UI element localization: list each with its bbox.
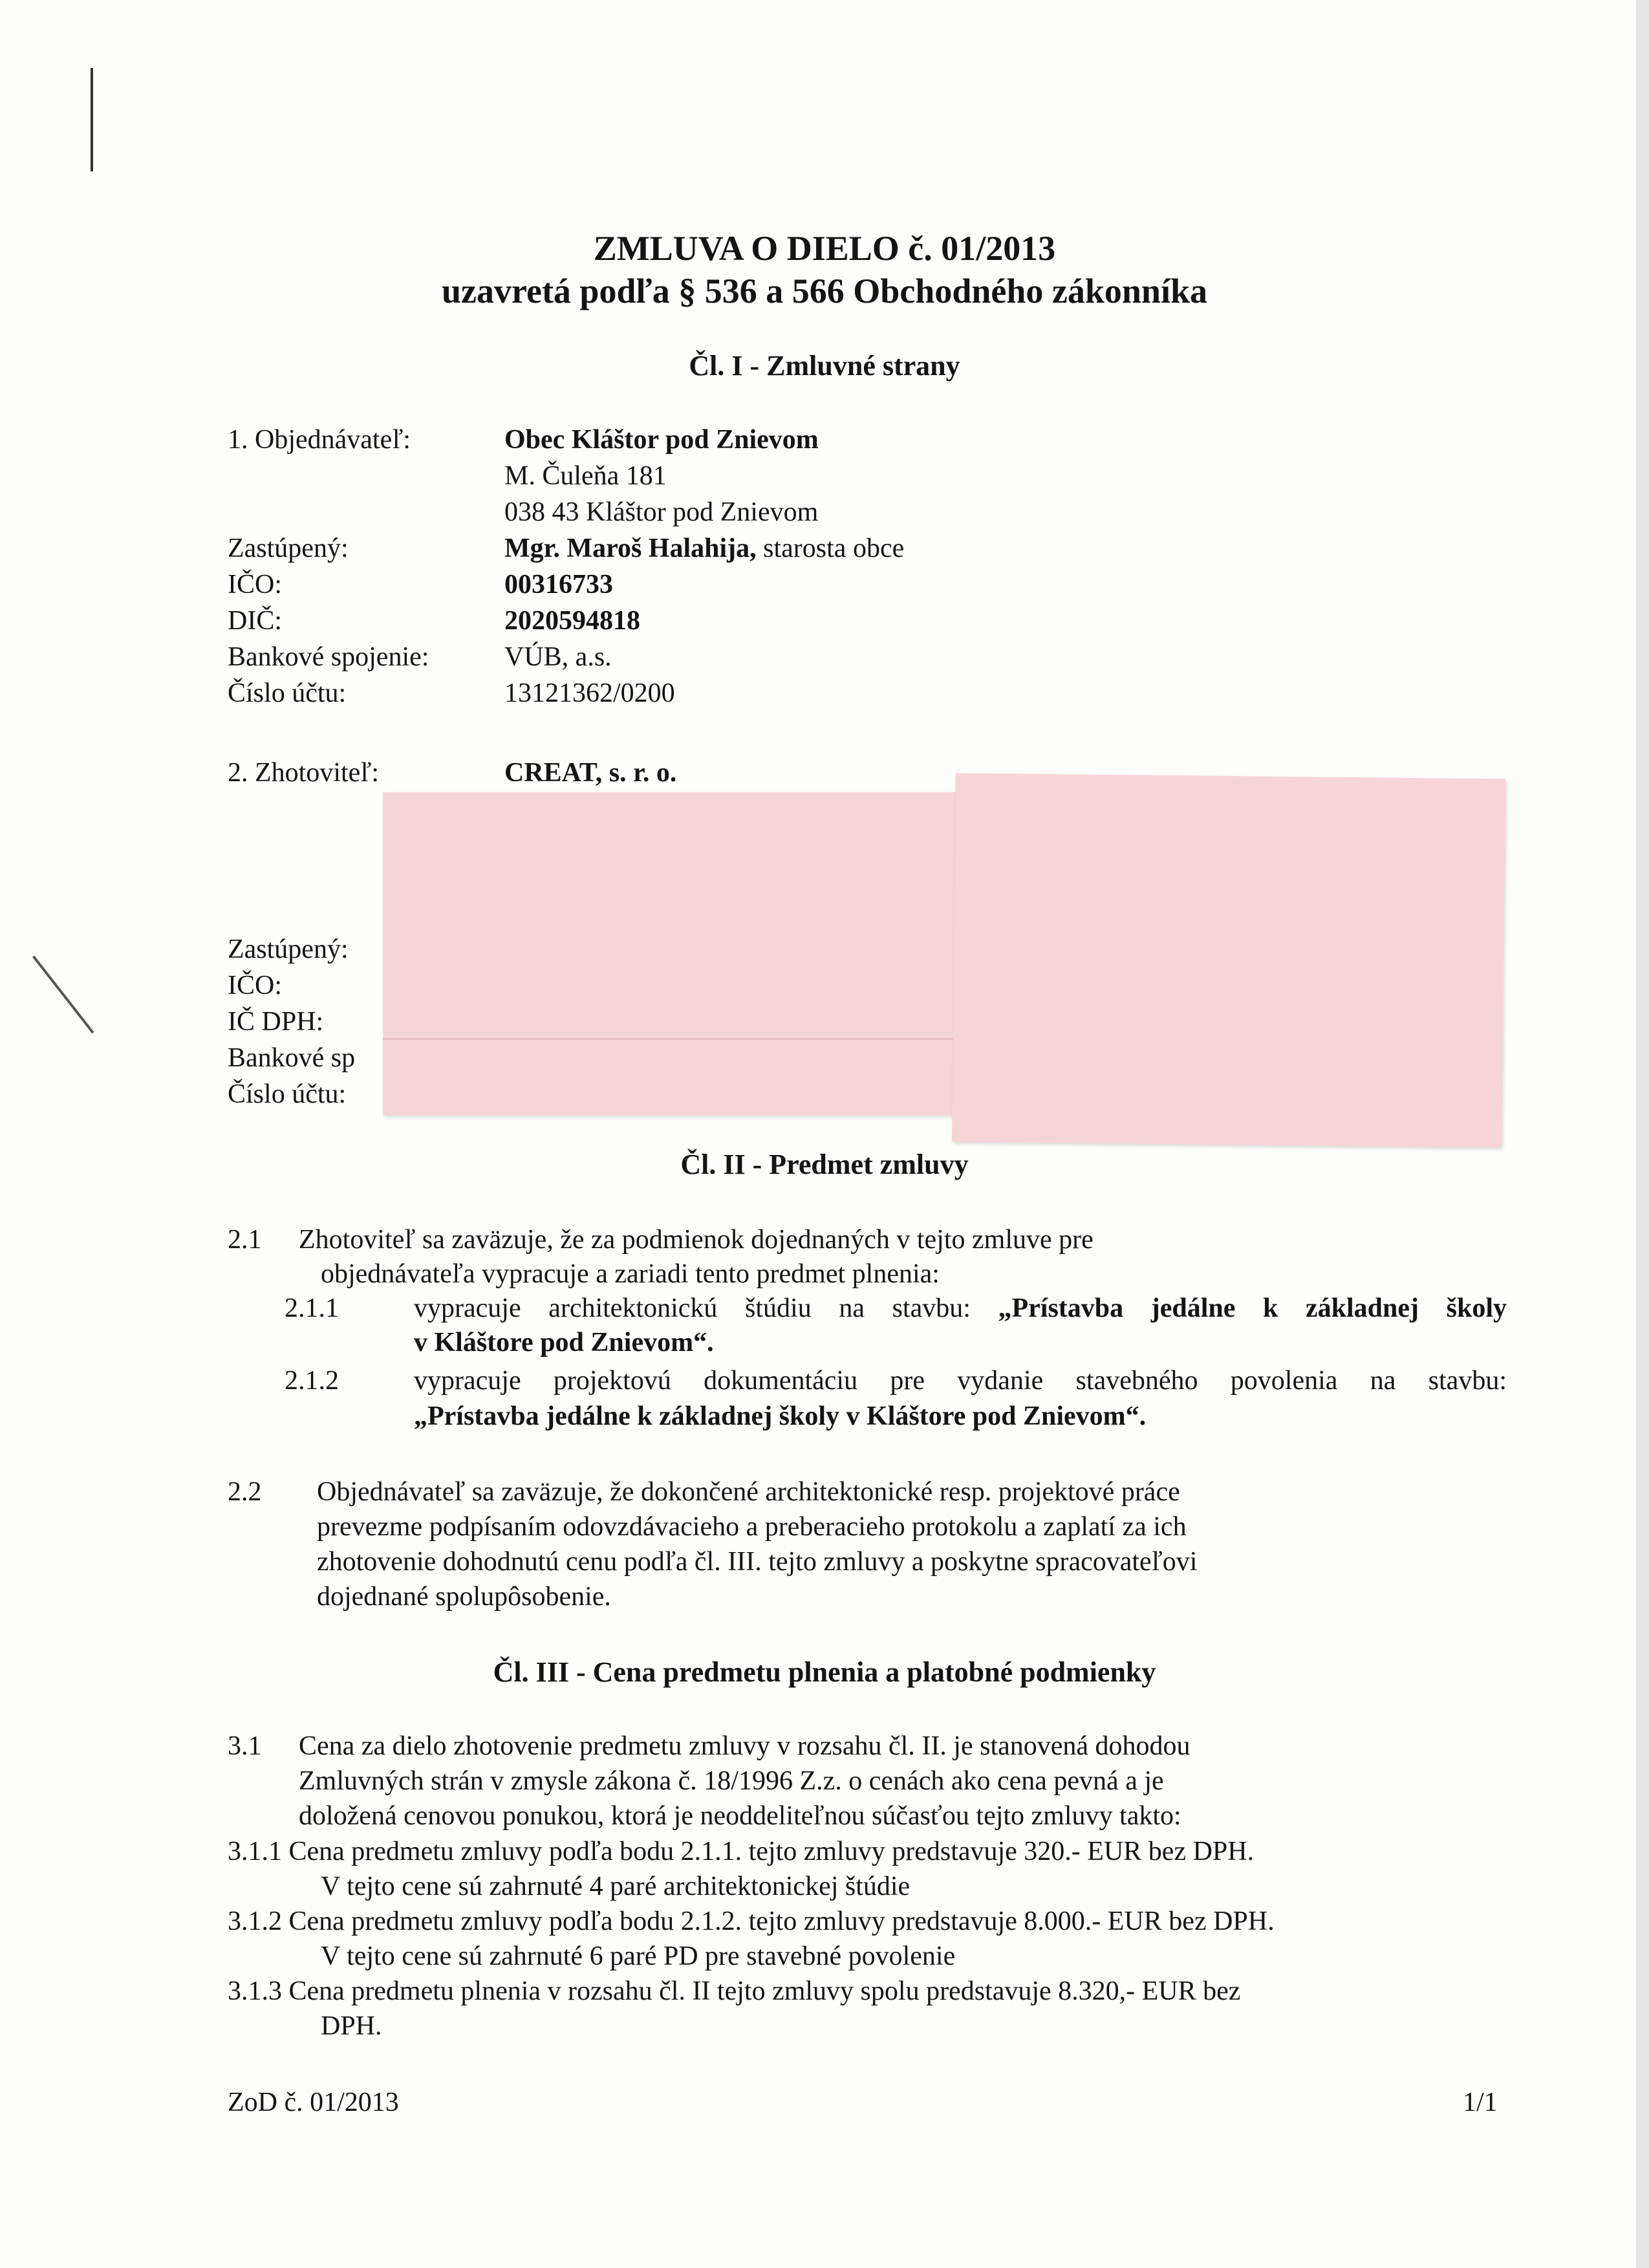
- clause-2-1-1-number: 2.1.1: [285, 1293, 339, 1323]
- article-2-heading: Čl. II - Predmet zmluvy: [680, 1149, 969, 1180]
- redaction-note-left: [383, 792, 958, 1116]
- punch-hole-mark: [91, 68, 93, 171]
- scan-edge-right: [1636, 0, 1649, 2268]
- clause-3-1-3-line2: DPH.: [321, 2011, 382, 2041]
- clause-2-1-1-line1: [414, 1292, 1507, 1324]
- note-fold-line: [383, 1038, 958, 1040]
- contractor-icdph-label: IČ DPH:: [228, 1007, 324, 1037]
- clause-2-1-line2: objednávateľa vypracuje a zariadi tento predmet plnenia:: [321, 1259, 940, 1289]
- clause-2-2-line4: dojednané spolupôsobenie.: [317, 1582, 611, 1612]
- client-bank-label: Bankové spojenie:: [228, 642, 429, 672]
- clause-2-1-1-text: vypracuje architektonickú štúdiu na stavbu:: [414, 1293, 971, 1323]
- client-rep-role: starosta obce: [756, 534, 905, 563]
- clause-2-1-2-text: vypracuje projektovú dokumentáciu pre vydanie stavebného povolenia na stavbu:: [414, 1366, 1507, 1396]
- clause-3-1-2-line2: V tejto cene sú zahrnuté 6 paré PD pre stavebné povolenie: [321, 1941, 956, 1971]
- clause-2-1-number: 2.1: [228, 1225, 262, 1255]
- client-account-label: Číslo účtu:: [228, 678, 347, 708]
- client-ico: 00316733: [504, 570, 613, 599]
- clause-2-1-1-bold1: „Prístavba jedálne k základnej školy: [998, 1293, 1507, 1323]
- clause-3-1-number: 3.1: [228, 1731, 262, 1761]
- clause-2-1-2-bold: „Prístavba jedálne k základnej školy v Kláštore pod Znievom“.: [414, 1401, 1147, 1431]
- redaction-note-right: [952, 773, 1505, 1148]
- contractor-ico-label: IČO:: [228, 971, 282, 1000]
- client-city: 038 43 Kláštor pod Znievom: [504, 497, 819, 527]
- clause-2-1-line1: Zhotoviteľ sa zaväzuje, že za podmienok dojednaných v tejto zmluve pre: [299, 1225, 1094, 1255]
- clause-2-1-1-bold2: v Kláštore pod Znievom“.: [414, 1328, 714, 1357]
- clause-3-1-line1: Cena za dielo zhotovenie predmetu zmluvy v rozsahu čl. II. je stanovená dohodou: [299, 1731, 1191, 1761]
- client-dic-label: DIČ:: [228, 606, 282, 636]
- article-1-heading: Čl. I - Zmluvné strany: [689, 350, 960, 382]
- client-ico-label: IČO:: [228, 570, 282, 599]
- contractor-account-label: Číslo účtu:: [228, 1079, 347, 1109]
- client-name: Obec Kláštor pod Znievom: [504, 425, 819, 455]
- clause-3-1-2-line1: 3.1.2 Cena predmetu zmluvy podľa bodu 2.1.2. tejto zmluvy predstavuje 8.000.- EUR bez DPH.: [228, 1906, 1275, 1936]
- contractor-name: CREAT, s. r. o.: [504, 758, 677, 788]
- clause-3-1-1-line2: V tejto cene sú zahrnuté 4 paré architektonickej štúdie: [321, 1872, 911, 1901]
- contractor-bank-label: Bankové sp: [228, 1043, 356, 1073]
- footer-document-id: ZoD č. 01/2013: [228, 2088, 399, 2117]
- clause-3-1-3-line1: 3.1.3 Cena predmetu plnenia v rozsahu čl. II tejto zmluvy spolu predstavuje 8.320,- EUR bez: [228, 1976, 1241, 2006]
- clause-2-1-2-number: 2.1.2: [285, 1366, 339, 1396]
- client-rep-label: Zastúpený:: [228, 534, 349, 563]
- clause-2-2-number: 2.2: [228, 1477, 262, 1507]
- clause-3-1-line3: doložená cenovou ponukou, ktorá je neoddeliteľnou súčasťou tejto zmluvy takto:: [299, 1801, 1181, 1831]
- client-label: 1. Objednávateľ:: [228, 425, 411, 455]
- client-rep-name: Mgr. Maroš Halahija,: [504, 534, 757, 563]
- client-account: 13121362/0200: [504, 678, 675, 708]
- client-bank: VÚB, a.s.: [504, 642, 612, 672]
- clause-2-2-line1: Objednávateľ sa zaväzuje, že dokončené architektonické resp. projektové práce: [317, 1477, 1180, 1507]
- clause-3-1-line2: Zmluvných strán v zmysle zákona č. 18/1996 Z.z. o cenách ako cena pevná a je: [299, 1766, 1164, 1796]
- clause-2-2-line2: prevezme podpísaním odovzdávacieho a preberacieho protokolu a zaplatí za ich: [317, 1512, 1187, 1542]
- contractor-label: 2. Zhotoviteľ:: [228, 758, 380, 788]
- client-dic: 2020594818: [504, 606, 640, 636]
- contractor-rep-label: Zastúpený:: [228, 934, 349, 964]
- article-3-heading: Čl. III - Cena predmetu plnenia a platobné podmienky: [493, 1656, 1156, 1688]
- client-street: M. Čuleňa 181: [504, 461, 667, 491]
- client-representative: [504, 532, 904, 565]
- scan-mark-line: [32, 956, 94, 1034]
- clause-3-1-1-line1: 3.1.1 Cena predmetu zmluvy podľa bodu 2.1.1. tejto zmluvy predstavuje 320.- EUR bez DPH.: [228, 1837, 1255, 1866]
- document-title: ZMLUVA O DIELO č. 01/2013: [593, 229, 1056, 268]
- footer-page-number: 1/1: [1463, 2088, 1498, 2117]
- clause-2-2-line3: zhotovenie dohodnutú cenu podľa čl. III. tejto zmluvy a poskytne spracovateľovi: [317, 1547, 1198, 1577]
- document-subtitle: uzavretá podľa § 536 a 566 Obchodného zákonníka: [441, 272, 1208, 310]
